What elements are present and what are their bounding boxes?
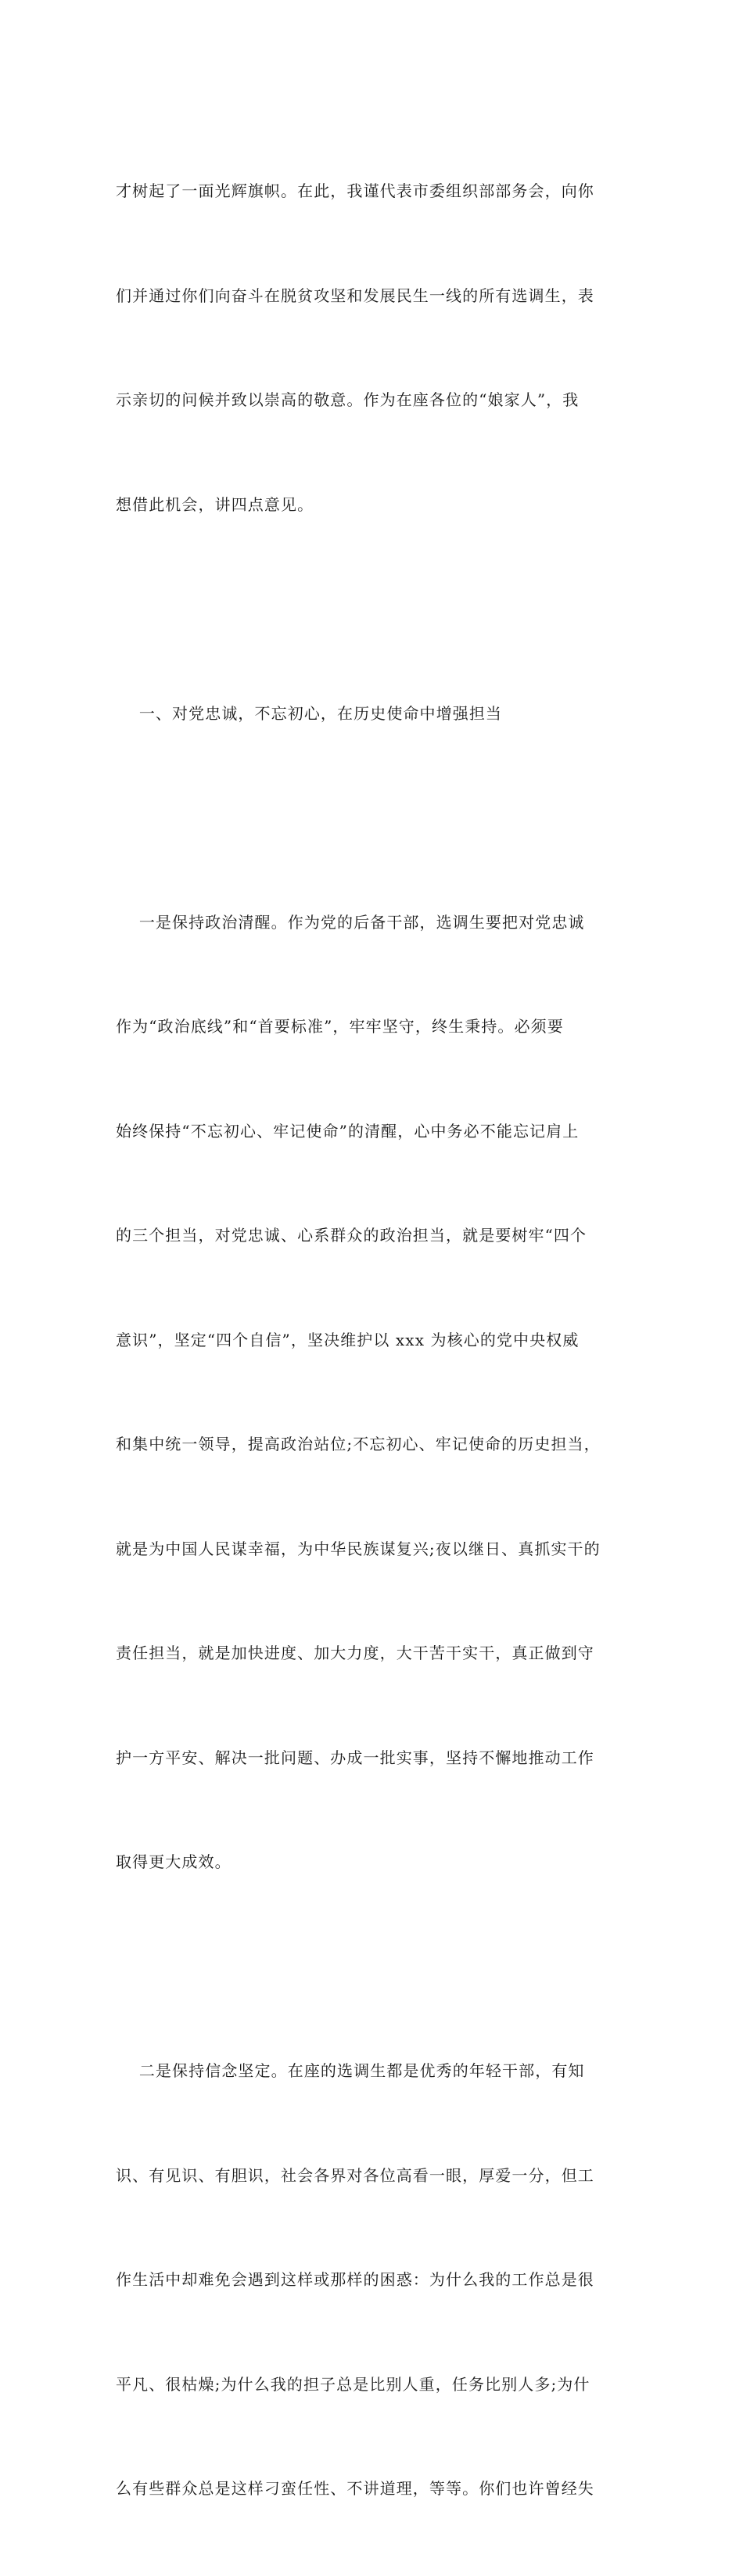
text-line: 识、有见识、有胆识，社会各界对各位高看一眼，厚爱一分，但工 (116, 2165, 594, 2185)
text-line: 意识”，坚定“四个自信”，坚决维护以 xxx 为核心的党中央权威 (116, 1330, 580, 1349)
text-line: 和集中统一领导，提高政治站位;不忘初心、牢记使命的历史担当， (116, 1435, 601, 1453)
paragraph-firm-belief (116, 1984, 632, 2576)
text-line: 护一方平安、解决一批问题、办成一批实事，坚持不懈地推动工作 (116, 1748, 594, 1767)
paragraph-political-clarity (116, 835, 632, 1949)
text-line: 想借此机会，讲四点意见。 (116, 494, 314, 514)
paragraph-spacer (116, 591, 632, 627)
text-line: 示亲切的问候并致以崇高的敬意。作为在座各位的“娘家人”，我 (116, 390, 580, 409)
text-line: 的三个担当，对党忠诚、心系群众的政治担当，就是要树牢“四个 (116, 1226, 587, 1245)
text-line: 作为“政治底线”和“首要标准”，牢牢坚守，终生秉持。必须要 (116, 1017, 564, 1036)
text-line: 始终保持“不忘初心、牢记使命”的清醒，心中务必不能忘记肩上 (116, 1121, 580, 1141)
text-line: 作生活中却难免会遇到这样或那样的困惑：为什么我的工作总是很 (116, 2270, 594, 2289)
paragraph-spacer (116, 800, 632, 835)
text-line: 二是保持信念坚定。在座的选调生都是优秀的年轻干部，有知 (116, 2061, 585, 2080)
text-line: 就是为中国人民谋幸福，为中华民族谋复兴;夜以继日、真抓实干的 (116, 1539, 601, 1558)
text-line: 一是保持政治清醒。作为党的后备干部，选调生要把对党忠诚 (116, 912, 585, 932)
text-line: 责任担当，就是加快进度、加大力度，大干苦干实干，真正做到守 (116, 1644, 594, 1662)
document-body (116, 104, 632, 2576)
text-line: 们并通过你们向奋斗在脱贫攻坚和发展民生一线的所有选调生，表 (116, 286, 594, 305)
paragraph-intro-closing (116, 104, 632, 591)
text-line: 么有些群众总是这样刁蛮任性、不讲道理，等等。你们也许曾经失 (116, 2479, 594, 2498)
paragraph-spacer (116, 1949, 632, 1985)
text-line: 平凡、很枯燥;为什么我的担子总是比别人重，任务比别人多;为什 (116, 2374, 590, 2394)
text-line: 才树起了一面光辉旗帜。在此，我谨代表市委组织部部务会，向你 (116, 181, 594, 200)
text-line: 取得更大成效。 (116, 1852, 232, 1871)
section-heading (116, 627, 632, 801)
section-heading-text: 一、对党忠诚，不忘初心，在历史使命中增强担当 (116, 703, 503, 723)
